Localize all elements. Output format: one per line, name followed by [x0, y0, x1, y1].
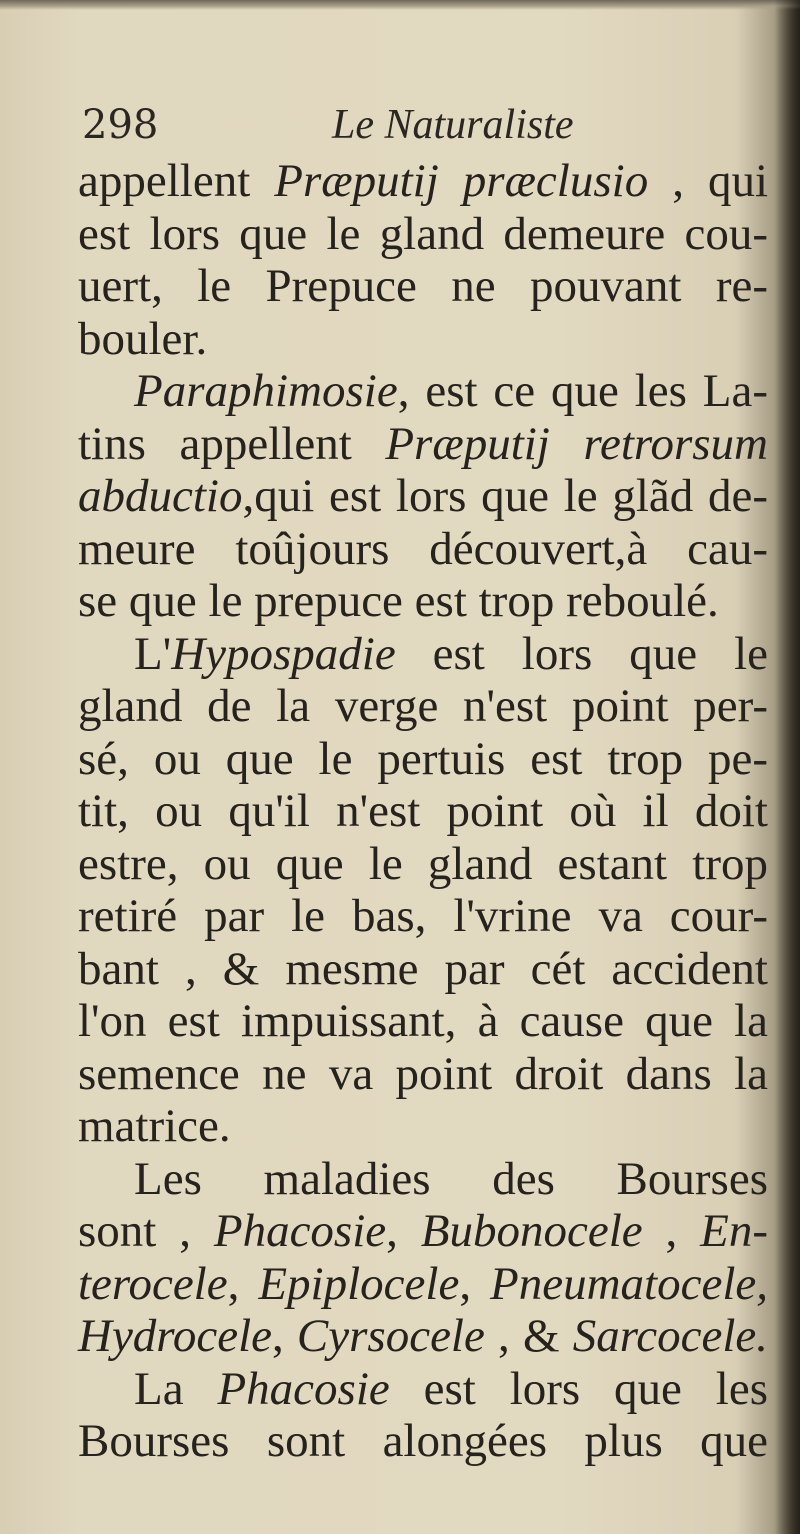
text-run: est lors que le: [395, 627, 768, 680]
text-run: l'on est impuissant, à cause que la: [78, 995, 768, 1047]
page-top-edge: [0, 0, 800, 10]
italic-term: Phacosie: [213, 1205, 387, 1257]
text-run: est lors que le gland demeure cou-: [78, 207, 768, 260]
text-run: gland de la verge n'est point per-: [78, 680, 768, 732]
text-run: La: [134, 1362, 218, 1415]
text-run: ,qui est lors que le glãd de-: [242, 470, 768, 522]
text-line: [78, 1310, 768, 1363]
text-line: [78, 523, 768, 576]
text-line: [78, 943, 768, 996]
text-run: ,: [642, 1205, 701, 1257]
text-line: [78, 733, 768, 786]
italic-term: En-: [700, 1205, 768, 1257]
text-run: sé, ou que le pertuis est trop pe-: [78, 732, 768, 785]
text-line: [78, 995, 768, 1048]
text-run: ,: [459, 1257, 491, 1310]
italic-term: Sarcocele.: [572, 1310, 768, 1362]
italic-term: Paraphimosie: [134, 365, 398, 417]
text-run: L': [134, 627, 172, 680]
text-run: , qui: [648, 155, 769, 207]
italic-term: Hypospadie: [171, 627, 396, 680]
text-run: ,: [272, 1310, 297, 1362]
italic-term: Hydrocele: [78, 1310, 272, 1362]
text-line: [78, 575, 768, 628]
text-line: [78, 785, 768, 838]
text-run: appellent: [78, 155, 275, 207]
text-line: [78, 1258, 768, 1311]
text-run: uert, le Prepuce ne pouvant re-: [78, 260, 768, 312]
text-run: sont ,: [78, 1205, 214, 1257]
text-run: estre, ou que le gland estant trop: [78, 837, 768, 890]
text-line: [78, 1100, 768, 1153]
text-line: [78, 1415, 768, 1468]
text-run: tins appellent: [78, 417, 386, 470]
text-run: , est ce que les La-: [397, 365, 768, 417]
text-run: Les maladies des Bourses: [134, 1152, 768, 1205]
italic-term: Bubonocele: [420, 1205, 643, 1257]
text-line: [78, 1153, 768, 1206]
text-line: [78, 365, 768, 418]
binding-shadow: [774, 0, 800, 1534]
italic-term: terocele: [78, 1257, 228, 1310]
text-line: [78, 418, 768, 471]
italic-term: Præputij retrorsum: [385, 417, 768, 470]
italic-term: Phacosie: [217, 1362, 390, 1415]
text-run: retiré par le bas, l'vrine va cour-: [78, 890, 768, 942]
italic-term: Pneumatocele,: [490, 1257, 769, 1310]
text-run: bant , & mesme par cét accident: [78, 942, 768, 995]
italic-term: Cyrsocele: [296, 1310, 485, 1362]
text-run: se que le prepuce est trop reboulé.: [78, 575, 719, 627]
page-number: 298: [82, 102, 159, 148]
text-run: semence ne va point droit dans la: [78, 1047, 768, 1100]
text-line: [78, 890, 768, 943]
text-line: [78, 628, 768, 681]
text-run: Bourses sont alongées plus que: [78, 1415, 768, 1467]
text-run: ,: [227, 1257, 259, 1310]
text-run: est lors que les: [389, 1362, 769, 1415]
text-run: meure toûjours découvert,à cau-: [78, 522, 768, 575]
italic-term: Epiplocele: [258, 1257, 460, 1310]
text-line: [78, 470, 768, 523]
text-run: ,: [386, 1205, 421, 1257]
text-run: , &: [484, 1310, 573, 1362]
text-line: [78, 680, 768, 733]
text-line: [78, 1205, 768, 1258]
running-title: Le Naturaliste: [332, 102, 574, 148]
italic-term: abductio: [78, 470, 243, 522]
text-line: [78, 1048, 768, 1101]
page-body-text: [78, 155, 768, 1468]
page-header: [82, 100, 702, 150]
text-line: [78, 260, 768, 313]
text-run: matrice.: [78, 1100, 231, 1152]
text-line: [78, 155, 768, 208]
text-run: tit, ou qu'il n'est point où il doit: [78, 785, 768, 837]
text-line: [78, 1363, 768, 1416]
text-line: [78, 838, 768, 891]
text-line: [78, 313, 768, 366]
italic-term: Præputij præclusio: [274, 155, 649, 207]
text-run: bouler.: [78, 312, 208, 365]
text-line: [78, 208, 768, 261]
